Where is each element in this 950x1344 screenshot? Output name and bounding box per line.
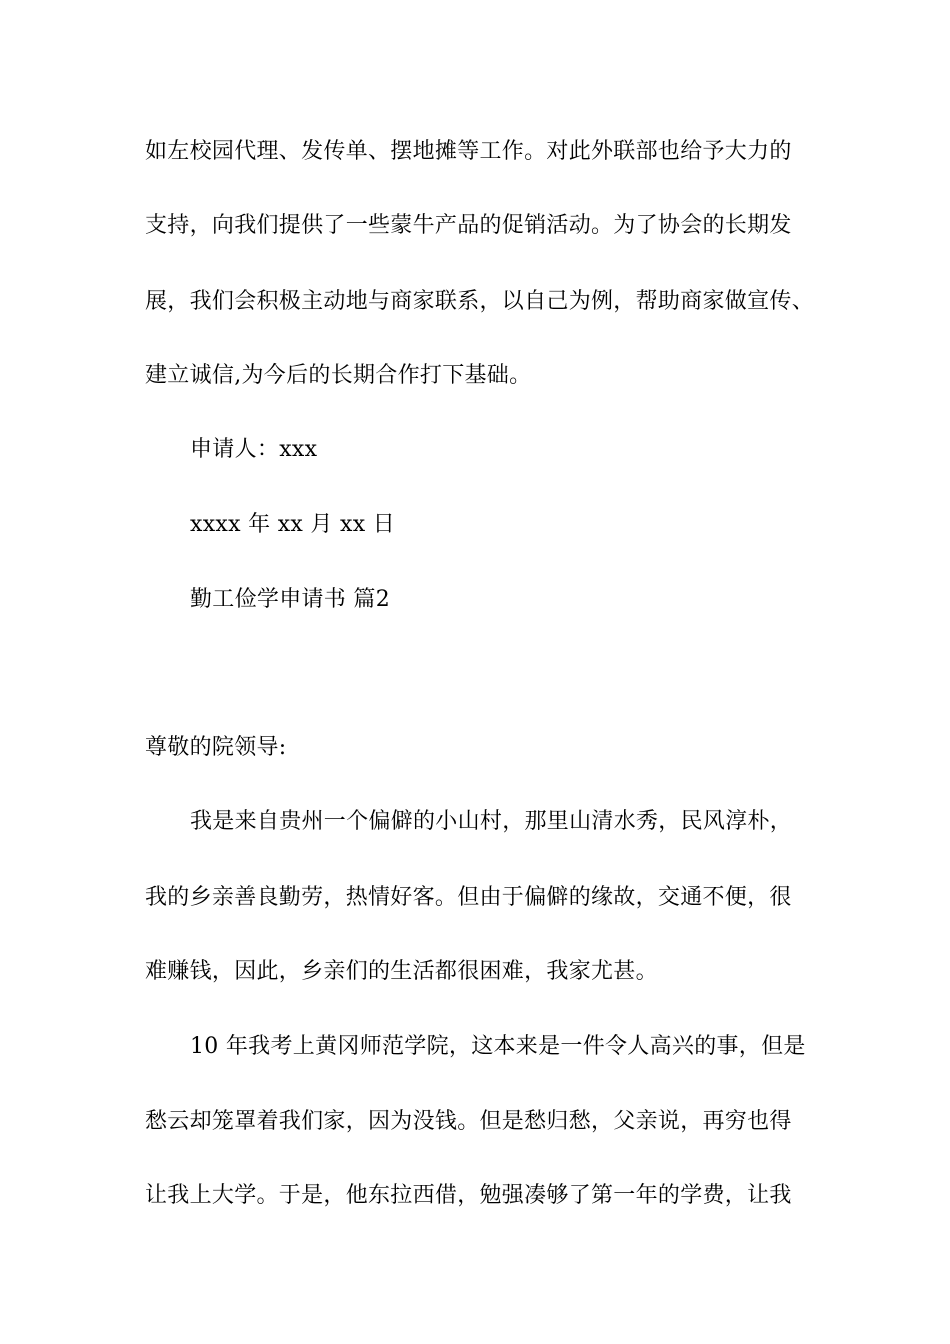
- salutation: 尊敬的院领导:: [145, 735, 287, 760]
- applicant-line: 申请人：xxx: [190, 437, 318, 462]
- paragraph-line: 让我上大学。于是，他东拉西借，勉强凑够了第一年的学费，让我: [145, 1183, 792, 1208]
- paragraph-line: 建立诚信,为今后的长期合作打下基础。: [145, 363, 532, 388]
- section-heading: 勤工俭学申请书 篇2: [190, 587, 390, 612]
- paragraph-line: 支持，向我们提供了一些蒙牛产品的促销活动。为了协会的长期发: [145, 213, 792, 238]
- paragraph-line: 愁云却笼罩着我们家，因为没钱。但是愁归愁，父亲说，再穷也得: [145, 1109, 792, 1134]
- paragraph-line: 难赚钱，因此，乡亲们的生活都很困难，我家尤甚。: [145, 959, 658, 984]
- paragraph-line: 我是来自贵州一个偏僻的小山村，那里山清水秀，民风淳朴，: [190, 809, 793, 834]
- paragraph-line: 我的乡亲善良勤劳，热情好客。但由于偏僻的缘故，交通不便，很: [145, 885, 792, 910]
- paragraph-line: 展，我们会积极主动地与商家联系，以自己为例，帮助商家做宣传、: [145, 289, 815, 314]
- paragraph-line: 10 年我考上黄冈师范学院，这本来是一件令人高兴的事，但是: [190, 1034, 806, 1059]
- paragraph-line: 如左校园代理、发传单、摆地摊等工作。对此外联部也给予大力的: [145, 139, 792, 164]
- date-line: xxxx 年 xx 月 xx 日: [190, 512, 396, 537]
